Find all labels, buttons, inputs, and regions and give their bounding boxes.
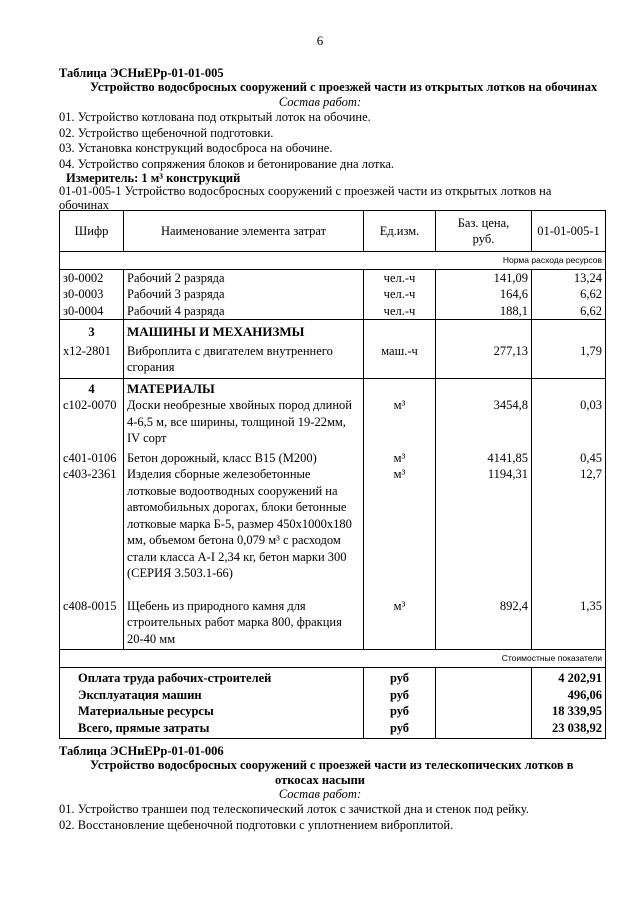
section-row bbox=[60, 320, 606, 341]
material-name: Бетон дорожный, класс B15 (M200) bbox=[124, 450, 364, 467]
table-header-row bbox=[60, 211, 606, 252]
cost-label: Стоимостные показатели bbox=[60, 650, 606, 668]
header-price-line2: руб. bbox=[472, 232, 495, 246]
total-unit: руб bbox=[364, 720, 436, 739]
table-row bbox=[60, 269, 606, 286]
material-price: 892,4 bbox=[436, 598, 532, 650]
material-name-line: (СЕРИЯ 3.503.1-66) bbox=[127, 566, 233, 580]
page-number: 6 bbox=[316, 33, 324, 48]
machine-name-line1: Виброплита с двигателем внутреннего bbox=[127, 343, 333, 358]
labor-norm: 6,62 bbox=[532, 286, 606, 303]
material-unit: м³ bbox=[364, 397, 436, 450]
total-name: Материальные ресурсы bbox=[60, 703, 364, 720]
table1-work-1: 01. Устройство котлована под открытый лоток на обочине. bbox=[59, 110, 371, 124]
machine-price: 277,13 bbox=[436, 341, 532, 379]
labor-name: Рабочий 2 разряда bbox=[124, 269, 364, 286]
material-code: с403-2361 bbox=[60, 466, 124, 598]
machines-section-number: 3 bbox=[60, 320, 124, 341]
material-norm: 12,7 bbox=[532, 466, 606, 598]
material-name-line: Щебень из природного камня для bbox=[127, 598, 306, 613]
table1-title: Таблица ЭСНиЕРр-01-01-005 bbox=[59, 66, 224, 80]
machine-name-line2: сгорания bbox=[127, 360, 175, 374]
total-unit: руб bbox=[364, 703, 436, 720]
material-norm: 0,03 bbox=[532, 397, 606, 450]
header-code: Шифр bbox=[60, 211, 124, 252]
machine-norm: 1,79 bbox=[532, 341, 606, 379]
material-name-line: Изделия сборные железобетонные bbox=[127, 467, 311, 481]
material-name-line: лотковые водоотводных сооружений на bbox=[127, 483, 338, 498]
material-name bbox=[124, 466, 364, 598]
header-price-line1: Баз. цена, bbox=[457, 215, 510, 230]
header-name: Наименование элемента затрат bbox=[124, 211, 364, 252]
material-name-line: автомобильных дорогах, блоки бетонные bbox=[127, 500, 347, 514]
materials-section-number: 4 bbox=[60, 378, 124, 397]
material-price: 3454,8 bbox=[436, 397, 532, 450]
table-row bbox=[60, 598, 606, 650]
labor-norm: 13,24 bbox=[532, 269, 606, 286]
section-row bbox=[60, 378, 606, 397]
material-code: с102-0070 bbox=[60, 397, 124, 450]
material-code: с401-0106 bbox=[60, 450, 124, 467]
labor-price: 164,6 bbox=[436, 286, 532, 303]
total-row bbox=[60, 668, 606, 687]
material-name bbox=[124, 397, 364, 450]
table1-code-line-2: обочинах bbox=[59, 198, 109, 212]
material-name-line: мм, объемом бетона 0,079 м³ с расходом bbox=[127, 533, 341, 547]
total-name: Оплата труда рабочих-строителей bbox=[60, 668, 364, 687]
material-price: 4141,85 bbox=[436, 450, 532, 467]
material-name-line: лотковые марка Б-5, размер 450x1000x180 bbox=[127, 516, 352, 531]
table2-title: Таблица ЭСНиЕРр-01-01-006 bbox=[59, 744, 224, 758]
labor-code: з0-0003 bbox=[60, 286, 124, 303]
table2-work-1: 01. Устройство траншеи под телескопический лоток с зачисткой дна и стенок под рейку. bbox=[59, 802, 529, 816]
material-name-line: стали класса А-I 2,34 кг, бетон марки 300 bbox=[127, 549, 347, 564]
labor-name: Рабочий 3 разряда bbox=[124, 286, 364, 303]
material-name-line: 20-40 мм bbox=[127, 631, 176, 646]
total-value: 18 339,95 bbox=[532, 703, 606, 720]
table1-subtitle: Устройство водосбросных сооружений с проезжей части из открытых лотков на обочинах bbox=[90, 80, 598, 94]
material-name bbox=[124, 598, 364, 650]
table1-composition-heading: Состав работ: bbox=[278, 95, 362, 109]
table-row bbox=[60, 397, 606, 450]
total-unit: руб bbox=[364, 668, 436, 687]
table-row bbox=[60, 341, 606, 379]
machine-unit: маш.-ч bbox=[364, 341, 436, 379]
total-row bbox=[60, 720, 606, 739]
material-code: с408-0015 bbox=[60, 598, 124, 650]
labor-norm: 6,62 bbox=[532, 303, 606, 320]
table-row bbox=[60, 286, 606, 303]
material-unit: м³ bbox=[364, 466, 436, 598]
total-name: Всего, прямые затраты bbox=[60, 720, 364, 739]
material-norm: 1,35 bbox=[532, 598, 606, 650]
header-norm: 01-01-005-1 bbox=[532, 211, 606, 252]
total-value: 23 038,92 bbox=[532, 720, 606, 739]
total-row bbox=[60, 703, 606, 720]
labor-unit: чел.-ч bbox=[364, 303, 436, 320]
labor-price: 141,09 bbox=[436, 269, 532, 286]
header-price bbox=[436, 211, 532, 252]
cost-label-row bbox=[60, 650, 606, 668]
machines-section-title: МАШИНЫ И МЕХАНИЗМЫ bbox=[124, 320, 364, 341]
labor-price: 188,1 bbox=[436, 303, 532, 320]
resource-table bbox=[59, 210, 606, 739]
labor-unit: чел.-ч bbox=[364, 286, 436, 303]
labor-name: Рабочий 4 разряда bbox=[124, 303, 364, 320]
machine-code: х12-2801 bbox=[60, 341, 124, 379]
labor-unit: чел.-ч bbox=[364, 269, 436, 286]
labor-code: з0-0002 bbox=[60, 269, 124, 286]
table1-work-3: 03. Установка конструкций водосброса на обочине. bbox=[59, 141, 333, 155]
material-unit: м³ bbox=[364, 450, 436, 467]
table2-subtitle-line1: Устройство водосбросных сооружений с проезжей части из телескопических лотков в bbox=[90, 758, 574, 772]
table-row bbox=[60, 303, 606, 320]
material-name-line: строительных работ марка 800, фракция bbox=[127, 615, 342, 629]
total-value: 4 202,91 bbox=[532, 668, 606, 687]
total-name: Эксплуатация машин bbox=[60, 687, 364, 704]
table1-code-line-1: 01-01-005-1 Устройство водосбросных сооружений с проезжей части из открытых лотков на bbox=[59, 184, 552, 198]
header-unit: Ед.изм. bbox=[364, 211, 436, 252]
total-row bbox=[60, 687, 606, 704]
material-name-line: 4-6,5 м, все ширины, толщиной 19-22мм, bbox=[127, 414, 346, 429]
norm-label: Норма расхода ресурсов bbox=[60, 252, 606, 270]
total-unit: руб bbox=[364, 687, 436, 704]
table1-work-2: 02. Устройство щебеночной подготовки. bbox=[59, 126, 274, 140]
machine-name bbox=[124, 341, 364, 379]
material-name-line: Доски необрезные хвойных пород длиной bbox=[127, 398, 352, 412]
table2-subtitle-line2: откосах насыпи bbox=[274, 773, 365, 787]
material-norm: 0,45 bbox=[532, 450, 606, 467]
table1-work-4: 04. Устройство сопряжения блоков и бетонирование дна лотка. bbox=[59, 157, 395, 171]
material-name-line: IV сорт bbox=[127, 431, 167, 445]
norm-label-row bbox=[60, 252, 606, 270]
materials-section-title: МАТЕРИАЛЫ bbox=[124, 378, 364, 397]
table-row bbox=[60, 466, 606, 598]
table1-meter: Измеритель: 1 м³ конструкций bbox=[66, 171, 241, 185]
table2-work-2: 02. Восстановление щебеночной подготовки с уплотнением виброплитой. bbox=[59, 818, 454, 832]
total-value: 496,06 bbox=[532, 687, 606, 704]
table2-composition-heading: Состав работ: bbox=[278, 787, 362, 801]
labor-code: з0-0004 bbox=[60, 303, 124, 320]
material-price: 1194,31 bbox=[436, 466, 532, 598]
table-row bbox=[60, 450, 606, 467]
material-unit: м³ bbox=[364, 598, 436, 650]
